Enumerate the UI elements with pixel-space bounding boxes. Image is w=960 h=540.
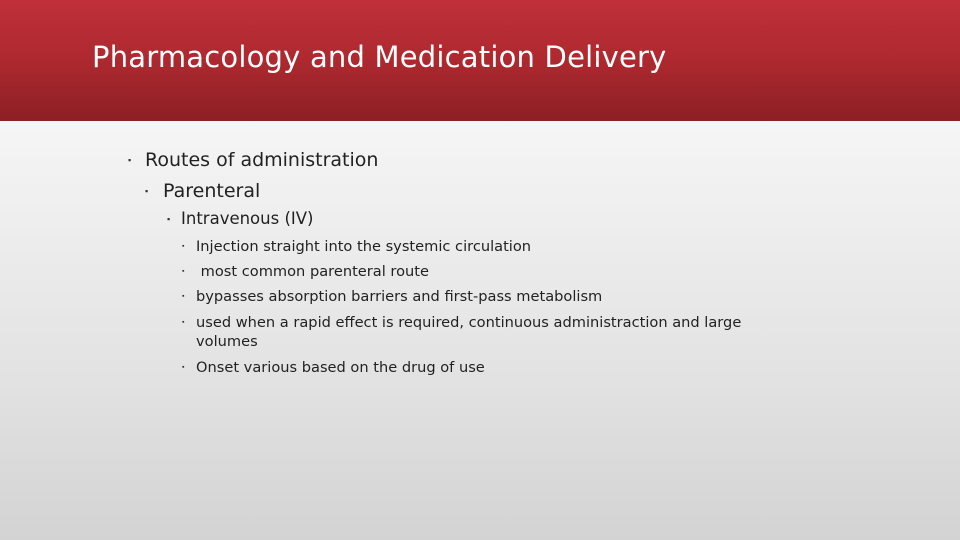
bullet-icon: ▪	[182, 319, 185, 326]
bullet-onset-various: Onset various based on the drug of use	[196, 359, 485, 376]
bullet-icon: ▪	[182, 243, 185, 250]
bullet-icon: ▪	[167, 214, 171, 224]
bullet-most-common: most common parenteral route	[196, 263, 429, 280]
bullet-used-when-rapid: used when a rapid effect is required, continuous administraction and large	[196, 314, 742, 331]
bullet-routes-of-administration: Routes of administration	[145, 149, 379, 171]
bullet-bypasses-absorption: bypasses absorption barriers and first-pass metabolism	[196, 288, 603, 305]
bullet-intravenous: Intravenous (IV)	[181, 209, 314, 228]
bullet-icon: ▪	[128, 155, 132, 165]
bullet-injection-straight: Injection straight into the systemic circulation	[196, 238, 532, 255]
bullet-icon: ▪	[182, 268, 185, 275]
bullet-icon: ▪	[182, 364, 185, 371]
bullet-icon: ▪	[145, 186, 149, 196]
bullet-icon: ▪	[182, 293, 185, 300]
bullet-parenteral: Parenteral	[163, 180, 261, 202]
title-banner	[0, 0, 960, 121]
slide-title: Pharmacology and Medication Delivery	[92, 40, 667, 74]
bullet-used-when-rapid-continuation: volumes	[196, 333, 258, 350]
